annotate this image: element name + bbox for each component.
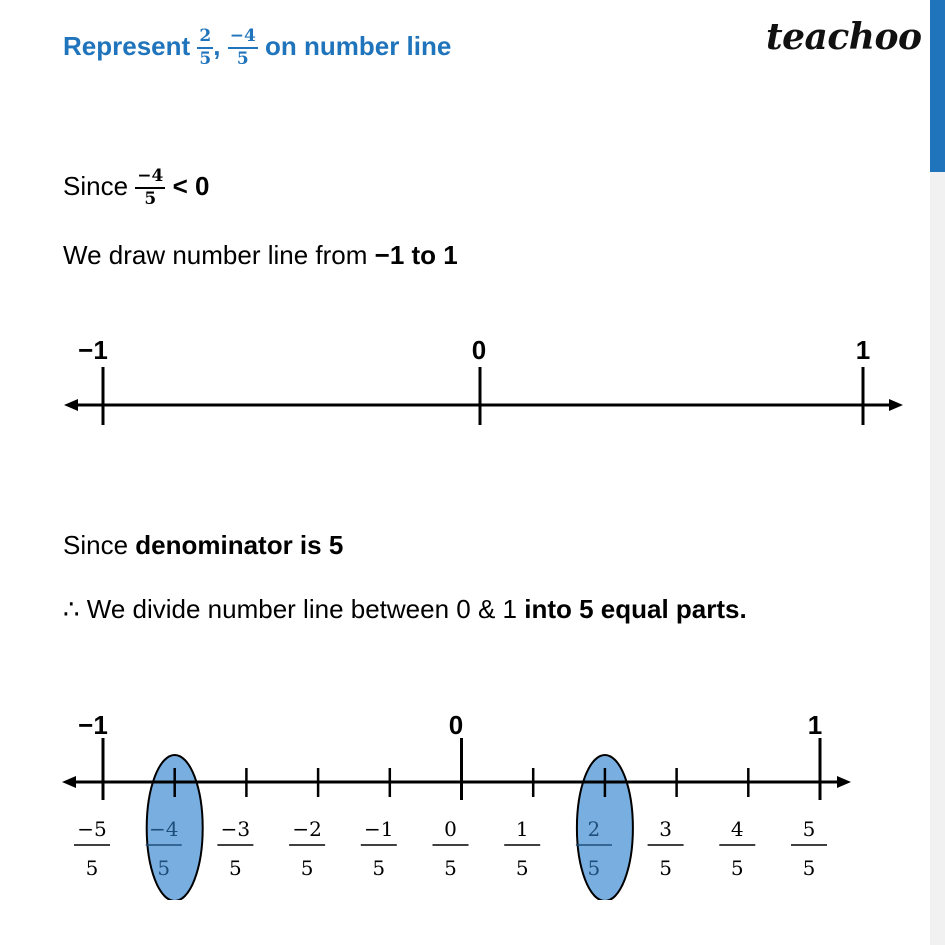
fraction-denominator-5: 5 <box>444 856 457 880</box>
title-prefix: Represent <box>63 30 198 61</box>
fraction-numerator-1: −4 <box>148 817 179 841</box>
since-denominator-statement <box>63 530 343 561</box>
comparison-text: < 0 <box>165 170 210 201</box>
divide-parts: into 5 equal parts. <box>524 594 747 624</box>
since-negative-statement <box>63 168 209 208</box>
number-line-2-left-arrow <box>62 776 76 788</box>
number-line-1-right-arrow <box>889 399 903 411</box>
fraction-numerator-5: 0 <box>444 817 457 841</box>
draw-range: −1 to 1 <box>374 240 458 270</box>
fraction-denominator-6: 5 <box>515 856 529 880</box>
title-fraction-neg4-5: $\frac{-4}{5}$ <box>229 26 256 69</box>
number-line-1-label-1: 1 <box>855 335 871 365</box>
divide-statement <box>63 594 747 625</box>
fraction-numerator-3: −2 <box>292 817 322 841</box>
number-line-2 <box>0 700 930 900</box>
page-title <box>63 28 451 68</box>
number-line-1-label-neg1: −1 <box>78 335 108 365</box>
number-line-1-label-0: 0 <box>471 335 487 365</box>
draw-text: We draw number line from <box>63 240 375 270</box>
since-label-2: Since <box>63 530 136 560</box>
since-label: Since <box>63 170 136 201</box>
fraction-numerator-9: 4 <box>730 817 744 841</box>
fraction-denominator-2: 5 <box>229 856 242 880</box>
fraction-numerator-4: −1 <box>364 817 394 841</box>
fraction-numerator-8: 3 <box>659 817 672 841</box>
fraction-denominator-4: 5 <box>372 856 386 880</box>
fraction-numerator-7: 2 <box>587 817 601 841</box>
number-line-2-right-arrow <box>837 776 851 788</box>
fraction-denominator-7: 5 <box>587 856 601 880</box>
number-line-1 <box>0 330 930 440</box>
number-line-2-label-2: 1 <box>807 710 823 740</box>
title-fraction-2-5: $\frac{2}{5}$ <box>199 26 212 69</box>
title-suffix: on number line <box>257 30 452 61</box>
fraction-numerator-0: −5 <box>77 817 107 841</box>
divide-text: ∴ We divide number line between 0 & 1 <box>63 594 525 624</box>
number-line-1-left-arrow <box>64 399 78 411</box>
number-line-2-label-0: −1 <box>78 710 108 740</box>
teachoo-logo: teachoo <box>766 16 922 58</box>
fraction-denominator-3: 5 <box>300 856 314 880</box>
fraction-numerator-6: 1 <box>515 817 529 841</box>
fraction-denominator-10: 5 <box>802 856 816 880</box>
fraction-denominator-8: 5 <box>659 856 672 880</box>
fraction-denominator-9: 5 <box>730 856 744 880</box>
title-comma: , <box>213 30 221 61</box>
fraction-denominator-0: 5 <box>85 856 99 880</box>
draw-line-statement <box>63 240 458 271</box>
scrollbar-thumb[interactable] <box>930 0 945 172</box>
fraction-denominator-1: 5 <box>157 856 171 880</box>
denominator-text: denominator is 5 <box>135 530 344 560</box>
number-line-2-label-1: 0 <box>448 710 464 740</box>
since-fraction-neg4-5: $\frac{-4}{5}$ <box>137 166 164 209</box>
fraction-numerator-10: 5 <box>802 817 816 841</box>
fraction-numerator-2: −3 <box>220 817 251 841</box>
